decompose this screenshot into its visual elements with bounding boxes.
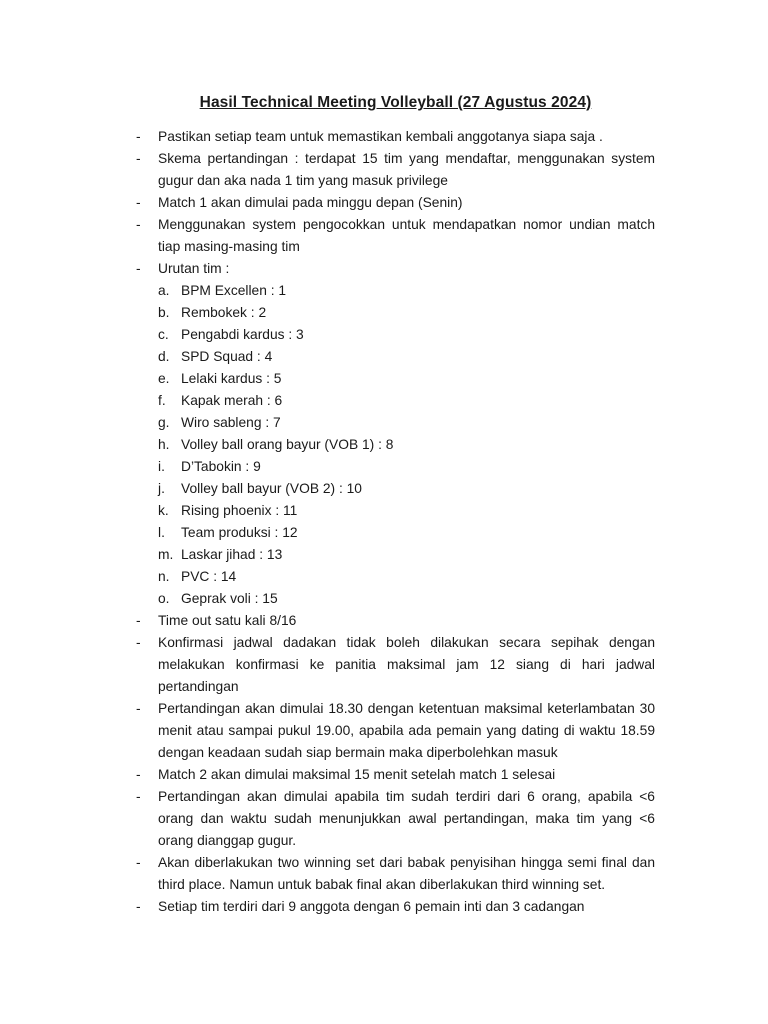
bullet-dash: - bbox=[136, 217, 141, 232]
team-text: Geprak voli : 15 bbox=[181, 591, 278, 606]
team-marker: g. bbox=[158, 415, 170, 430]
team-marker: j. bbox=[158, 481, 165, 496]
team-text: BPM Excellen : 1 bbox=[181, 283, 287, 298]
team-marker: o. bbox=[158, 591, 170, 606]
team-marker: f. bbox=[158, 393, 166, 408]
team-item bbox=[158, 434, 655, 456]
list-item-text: Menggunakan system pengocokkan untuk mendapatkan nomor undian match tiap masing-masing tim bbox=[158, 217, 655, 254]
document-title: Hasil Technical Meeting Volleyball (27 Agustus 2024) bbox=[199, 94, 592, 111]
bullet-dash: - bbox=[136, 613, 141, 628]
team-item bbox=[158, 390, 655, 412]
team-text: Kapak merah : 6 bbox=[181, 393, 283, 408]
list-item-text: Pastikan setiap team untuk memastikan kembali anggotanya siapa saja . bbox=[158, 129, 603, 144]
list-item-text: Match 1 akan dimulai pada minggu depan (Senin) bbox=[158, 195, 463, 210]
team-marker: c. bbox=[158, 327, 169, 342]
list-item-text: Pertandingan akan dimulai apabila tim sudah terdiri dari 6 orang, apabila <6 orang dan waktu sudah menunjukkan awal pertandingan, maka tim yang <6 orang dianggap gugur. bbox=[158, 789, 655, 848]
team-marker: l. bbox=[158, 525, 165, 540]
team-item bbox=[158, 412, 655, 434]
team-marker: i. bbox=[158, 459, 165, 474]
list-item bbox=[136, 126, 655, 148]
list-item bbox=[136, 698, 655, 764]
team-text: Volley ball bayur (VOB 2) : 10 bbox=[181, 481, 362, 496]
team-item bbox=[158, 478, 655, 500]
bullet-dash: - bbox=[136, 129, 141, 144]
team-order-list bbox=[158, 280, 655, 610]
list-item-text: Urutan tim : bbox=[158, 261, 230, 276]
team-item bbox=[158, 280, 655, 302]
team-item bbox=[158, 500, 655, 522]
team-text: Rembokek : 2 bbox=[181, 305, 267, 320]
list-item-text: Akan diberlakukan two winning set dari babak penyisihan hingga semi final dan third place. Namun untuk babak final akan diberlakukan third winning set. bbox=[158, 855, 655, 892]
rules-list bbox=[136, 126, 655, 918]
team-marker: k. bbox=[158, 503, 169, 518]
list-item bbox=[136, 852, 655, 896]
team-marker: a. bbox=[158, 283, 170, 298]
list-item-text: Time out satu kali 8/16 bbox=[158, 613, 297, 628]
team-marker: n. bbox=[158, 569, 170, 584]
bullet-dash: - bbox=[136, 767, 141, 782]
team-text: Wiro sableng : 7 bbox=[181, 415, 281, 430]
team-marker: h. bbox=[158, 437, 170, 452]
team-item bbox=[158, 544, 655, 566]
team-text: Pengabdi kardus : 3 bbox=[181, 327, 304, 342]
team-item bbox=[158, 522, 655, 544]
team-text: Volley ball orang bayur (VOB 1) : 8 bbox=[181, 437, 394, 452]
list-item bbox=[136, 610, 655, 632]
list-item bbox=[136, 214, 655, 258]
list-item bbox=[136, 764, 655, 786]
bullet-dash: - bbox=[136, 151, 141, 166]
team-item bbox=[158, 588, 655, 610]
team-text: SPD Squad : 4 bbox=[181, 349, 273, 364]
team-text: Laskar jihad : 13 bbox=[181, 547, 283, 562]
team-marker: d. bbox=[158, 349, 170, 364]
team-item bbox=[158, 324, 655, 346]
team-text: PVC : 14 bbox=[181, 569, 237, 584]
bullet-dash: - bbox=[136, 789, 141, 804]
team-text: Lelaki kardus : 5 bbox=[181, 371, 282, 386]
list-item bbox=[136, 148, 655, 192]
team-item bbox=[158, 346, 655, 368]
list-item-text: Konfirmasi jadwal dadakan tidak boleh dilakukan secara sepihak dengan melakukan konfirmasi ke panitia maksimal jam 12 siang di hari jadwal pertandingan bbox=[158, 635, 655, 694]
bullet-dash: - bbox=[136, 855, 141, 870]
bullet-dash: - bbox=[136, 195, 141, 210]
team-item bbox=[158, 566, 655, 588]
team-marker: b. bbox=[158, 305, 170, 320]
list-item-text: Skema pertandingan : terdapat 15 tim yang mendaftar, menggunakan system gugur dan aka nada 1 tim yang masuk privilege bbox=[158, 151, 655, 188]
list-item-text: Pertandingan akan dimulai 18.30 dengan ketentuan maksimal keterlambatan 30 menit atau sampai pukul 19.00, apabila ada pemain yang dating di waktu 18.59 dengan keadaan sudah siap bermain maka diperbolehkan masuk bbox=[158, 701, 655, 760]
team-marker: e. bbox=[158, 371, 170, 386]
bullet-dash: - bbox=[136, 635, 141, 650]
team-item bbox=[158, 302, 655, 324]
list-item-team-order bbox=[136, 258, 655, 610]
bullet-dash: - bbox=[136, 899, 141, 914]
team-text: Team produksi : 12 bbox=[181, 525, 298, 540]
team-item bbox=[158, 368, 655, 390]
list-item-text: Setiap tim terdiri dari 9 anggota dengan 6 pemain inti dan 3 cadangan bbox=[158, 899, 585, 914]
bullet-dash: - bbox=[136, 701, 141, 716]
list-item bbox=[136, 896, 655, 918]
list-item-text: Match 2 akan dimulai maksimal 15 menit setelah match 1 selesai bbox=[158, 767, 556, 782]
team-text: D’Tabokin : 9 bbox=[181, 459, 261, 474]
team-marker: m. bbox=[158, 547, 174, 562]
list-item bbox=[136, 632, 655, 698]
team-text: Rising phoenix : 11 bbox=[181, 503, 298, 518]
bullet-dash: - bbox=[136, 261, 141, 276]
list-item bbox=[136, 192, 655, 214]
team-item bbox=[158, 456, 655, 478]
list-item bbox=[136, 786, 655, 852]
